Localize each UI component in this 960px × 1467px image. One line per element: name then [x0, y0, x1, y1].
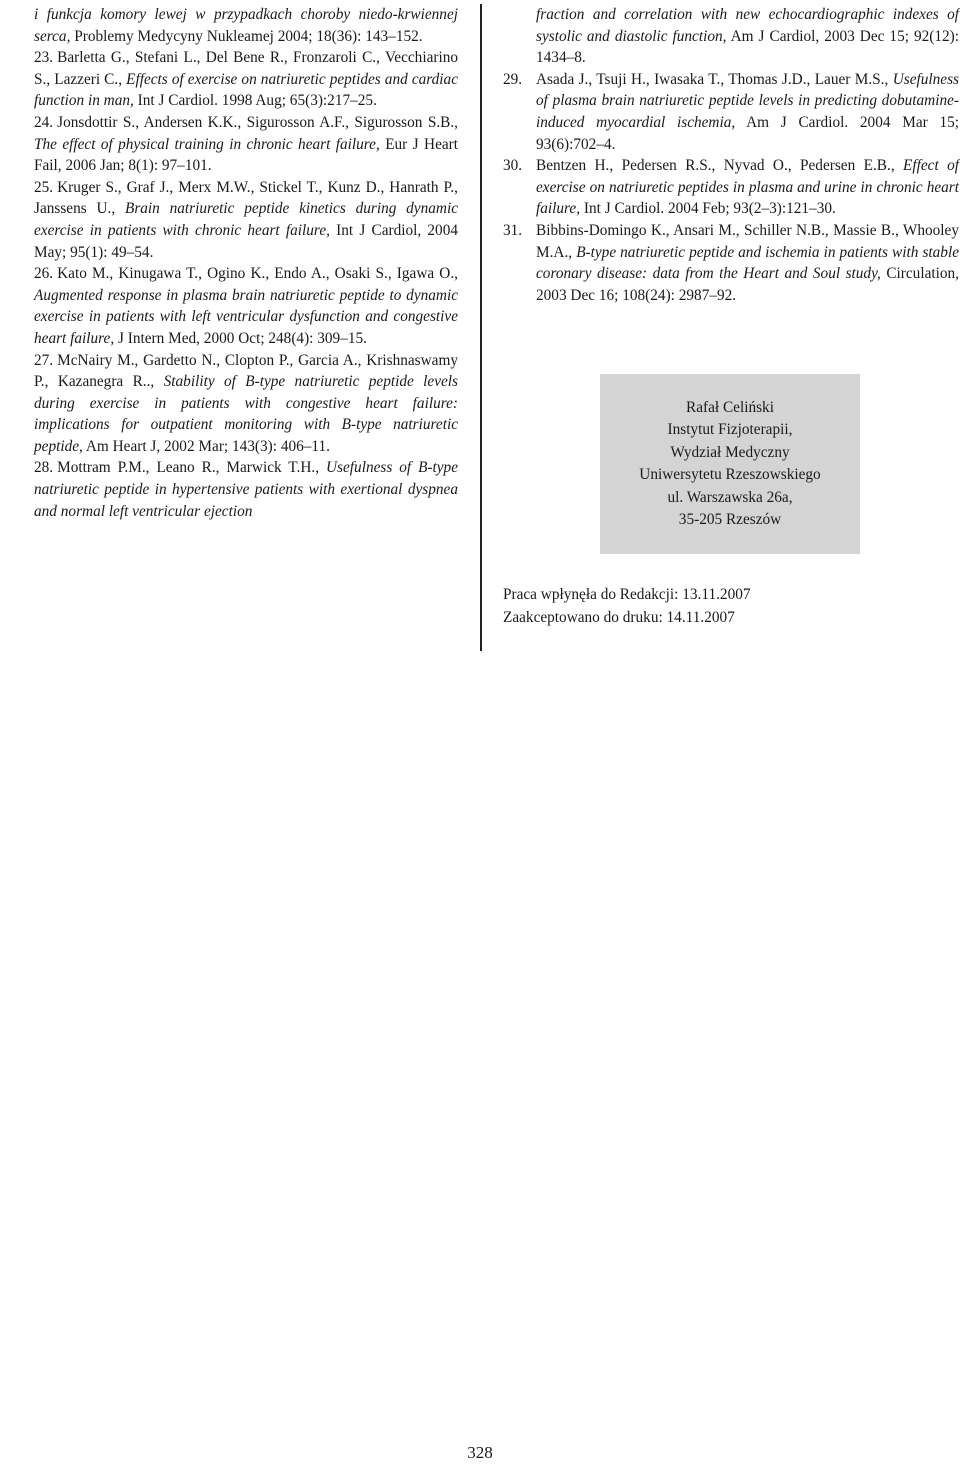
reference-source: Am J Cardiol. 2004 Mar 15; 93(6):702–4. [536, 113, 959, 153]
reference-authors: Kato M., Kinugawa T., Ogino K., Endo A., Osaki S., Igawa O., [57, 265, 458, 283]
reference-31 [503, 220, 959, 306]
reference-number: 28. [34, 459, 54, 477]
reference-continuation [503, 4, 959, 69]
reference-source: Am Heart J, 2002 Mar; 143(3): 406–11. [82, 437, 330, 455]
reference-source: J Intern Med, 2000 Oct; 248(4): 309–15. [114, 329, 367, 347]
author-name: Rafał Celiński [686, 398, 774, 416]
reference-title: Usefulness of plasma brain natriuretic peptide levels in predicting dobutamine-induced myocardial ischemia, [536, 70, 959, 131]
reference-title: B-type natriuretic peptide and ischemia in patients with stable coronary disease: data from the Heart and Soul study, [536, 243, 959, 283]
city-line: 35-205 Rzeszów [678, 511, 782, 528]
street-line: ul. Warszawska 26a, [667, 488, 793, 506]
reference-source: Int J Cardiol, 2004 May; 95(1): 49–54. [34, 221, 458, 261]
reference-authors: Bentzen H., Pedersen R.S., Nyvad O., Pedersen E.B., [536, 157, 904, 175]
reference-authors: Mottram P.M., Leano R., Marwick T.H., [57, 459, 326, 477]
reference-authors: McNairy M., Gardetto N., Clopton P., Garcia A., Krishnaswamy P., Kazanegra R.., [34, 351, 458, 391]
column-divider [480, 4, 482, 651]
institute-line: Instytut Fizjoterapii, [667, 421, 793, 438]
received-date: Praca wpłynęła do Redakcji: 13.11.2007 [503, 586, 751, 603]
reference-title: Effect of exercise on natriuretic peptides in plasma and urine in chronic heart failure, [536, 157, 959, 218]
accepted-date: Zaakceptowano do druku: 14.11.2007 [503, 608, 735, 626]
reference-29 [503, 69, 959, 155]
university-line: Uniwersytetu Rzeszowskiego [639, 466, 821, 483]
reference-authors: Kruger S., Graf J., Merx M.W., Stickel T., Kunz D., Hanrath P., Janssens U., [34, 178, 458, 218]
reference-title: The effect of physical training in chronic heart failure, [34, 135, 380, 153]
right-column [503, 4, 959, 306]
reference-source: Problemy Medycyny Nukleamej 2004; 18(36): 143–152. [70, 27, 423, 45]
reference-source: Int J Cardiol. 1998 Aug; 65(3):217–25. [133, 92, 377, 110]
reference-28 [34, 457, 458, 522]
reference-number: 26. [34, 265, 54, 283]
reference-title: i funkcja komory lewej w przypadkach choroby niedo-krwiennej serca, [34, 6, 458, 45]
reference-continuation [34, 4, 458, 47]
faculty-line: Wydział Medyczny [670, 443, 790, 461]
reference-authors: Bibbins-Domingo K., Ansari M., Schiller N.B., Massie B., Whooley M.A., [536, 221, 959, 261]
reference-authors: Jonsdottir S., Andersen K.K., Sigurosson A.F., Sigurosson S.B., [57, 113, 458, 131]
reference-25 [34, 177, 458, 263]
reference-source: Int J Cardiol. 2004 Feb; 93(2–3):121–30. [580, 200, 836, 218]
reference-title: Brain natriuretic peptide kinetics during dynamic exercise in patients with chronic heart failure, [34, 200, 458, 239]
reference-source: Am J Cardiol, 2003 Dec 15; 92(12): 1434–8. [536, 27, 959, 67]
reference-number: 24. [34, 113, 54, 131]
reference-title: Usefulness of B-type natriuretic peptide in hypertensive patients with exertional dyspnea and normal left ventricular ejection [34, 459, 458, 520]
page-number: 328 [467, 1443, 493, 1462]
reference-27 [34, 350, 458, 458]
reference-title: fraction and correlation with new echocardiographic indexes of systolic and diastolic function, [536, 6, 959, 45]
reference-number: 27. [34, 351, 54, 369]
reference-title: Effects of exercise on natriuretic peptides and cardiac function in man, [34, 70, 458, 110]
reference-26 [34, 263, 458, 349]
reference-number: 25. [34, 178, 54, 196]
reference-24 [34, 112, 458, 177]
reference-30 [503, 155, 959, 220]
reference-23 [34, 47, 458, 112]
reference-source: Eur J Heart Fail, 2006 Jan; 8(1): 97–101. [34, 135, 458, 175]
reference-number: 23. [34, 49, 54, 67]
reference-source: Circulation, 2003 Dec 16; 108(24): 2987–92. [536, 265, 959, 304]
reference-authors: Asada J., Tsuji H., Iwasaka T., Thomas J.D., Lauer M.S., [536, 70, 893, 88]
reference-title: Stability of B-type natriuretic peptide levels during exercise in patients with congestive heart failure: implications for outpatient monitoring with B-type natriuretic peptide, [34, 373, 458, 455]
reference-number: 29. [503, 70, 523, 88]
reference-number: 30. [503, 157, 523, 175]
reference-title: Augmented response in plasma brain natriuretic peptide to dynamic exercise in patients with left ventricular dysfunction and congestive heart failure, [34, 286, 458, 347]
reference-authors: Barletta G., Stefani L., Del Bene R., Fronzaroli C., Vecchiarino S., Lazzeri C., [34, 49, 458, 88]
correspondence-address-box [600, 374, 860, 554]
left-column [34, 4, 458, 522]
submission-dates [503, 584, 751, 629]
reference-number: 31. [503, 221, 523, 239]
